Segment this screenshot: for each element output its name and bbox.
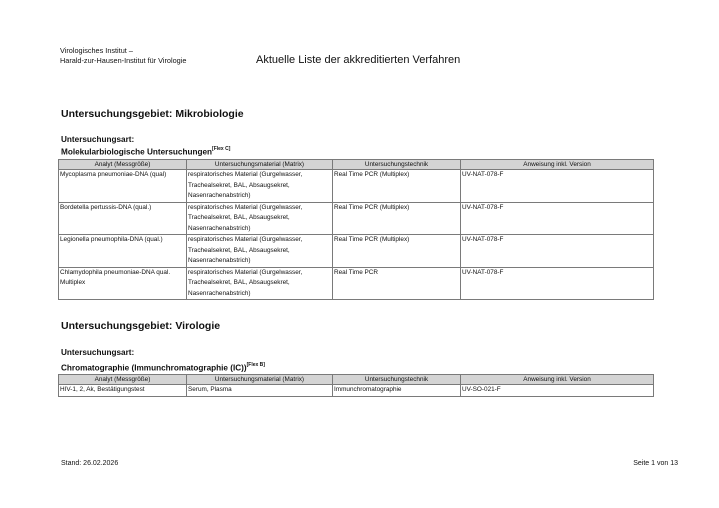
cell-analyt: HIV-1, 2, Ak, Bestätigungstest [59, 385, 187, 397]
cell-material: Serum, Plasma [187, 385, 333, 397]
cell-analyt: Mycoplasma pneumoniae-DNA (qual) [59, 170, 187, 203]
untersuchungsart-label: Untersuchungsart: [61, 135, 135, 144]
column-header-material: Untersuchungsmaterial (Matrix) [187, 375, 333, 385]
art-name-text: Molekularbiologische Untersuchungen [61, 147, 213, 157]
table-row [59, 235, 654, 268]
institute-line-2: Harald-zur-Hausen-Institut für Virologie [60, 55, 187, 65]
cell-analyt: Bordetella pertussis-DNA (qual.) [59, 202, 187, 235]
cell-anweisung: UV-NAT-078-F [461, 267, 654, 300]
cell-anweisung: UV-SO-021-F [461, 385, 654, 397]
column-header-technik: Untersuchungstechnik [333, 375, 461, 385]
column-header-anweisung: Anweisung inkl. Version [461, 160, 654, 170]
column-header-technik: Untersuchungstechnik [333, 160, 461, 170]
document-title: Aktuelle Liste der akkreditierten Verfahren [256, 54, 461, 66]
cell-technik: Real Time PCR (Multiplex) [333, 235, 461, 268]
table-row [59, 170, 654, 203]
table-header-row [59, 160, 654, 170]
cell-technik: Real Time PCR (Multiplex) [333, 170, 461, 203]
procedures-table-virologie [58, 374, 654, 397]
cell-analyt: Legionella pneumophila-DNA (qual.) [59, 235, 187, 268]
flex-marker: [Flex C] [212, 146, 231, 152]
cell-anweisung: UV-NAT-078-F [461, 202, 654, 235]
table-row [59, 202, 654, 235]
cell-technik: Real Time PCR (Multiplex) [333, 202, 461, 235]
institute-name [60, 46, 186, 65]
column-header-anweisung: Anweisung inkl. Version [461, 375, 654, 385]
cell-material: respiratorisches Material (Gurgelwasser, Trachealsekret, BAL, Absaugsekret, Nasenrachenabstrich) [187, 267, 333, 300]
table-header-row [59, 375, 654, 385]
table-row [59, 267, 654, 300]
table-row [59, 385, 654, 397]
cell-analyt: Chlamydophila pneumoniae-DNA qual. Multiplex [59, 267, 187, 300]
column-header-analyt: Analyt (Messgröße) [59, 160, 187, 170]
flex-marker: [Flex B] [246, 362, 265, 368]
art-name-text: Chromatographie (Immunchromatographie (IC)) [61, 363, 247, 373]
cell-technik: Immunchromatographie [333, 385, 461, 397]
untersuchungsart-label: Untersuchungsart: [61, 348, 135, 357]
column-header-analyt: Analyt (Messgröße) [59, 375, 187, 385]
section-title-mikrobiologie: Untersuchungsgebiet: Mikrobiologie [61, 108, 244, 120]
institute-line-1: Virologisches Institut – [60, 46, 133, 55]
section-title-virologie: Untersuchungsgebiet: Virologie [61, 320, 221, 332]
cell-material: respiratorisches Material (Gurgelwasser, Trachealsekret, BAL, Absaugsekret, Nasenrachenabstrich) [187, 170, 333, 203]
cell-anweisung: UV-NAT-078-F [461, 235, 654, 268]
footer-page-number: Seite 1 von 13 [633, 460, 678, 467]
cell-material: respiratorisches Material (Gurgelwasser, Trachealsekret, BAL, Absaugsekret, Nasenrachenabstrich) [187, 235, 333, 268]
procedures-table-mikrobiologie [58, 159, 654, 300]
cell-technik: Real Time PCR [333, 267, 461, 300]
untersuchungsart-name [61, 145, 230, 158]
cell-material: respiratorisches Material (Gurgelwasser, Trachealsekret, BAL, Absaugsekret, Nasenrachenabstrich) [187, 202, 333, 235]
cell-anweisung: UV-NAT-078-F [461, 170, 654, 203]
column-header-material: Untersuchungsmaterial (Matrix) [187, 160, 333, 170]
footer-stand: Stand: 26.02.2026 [61, 460, 119, 467]
untersuchungsart-name [61, 361, 265, 374]
